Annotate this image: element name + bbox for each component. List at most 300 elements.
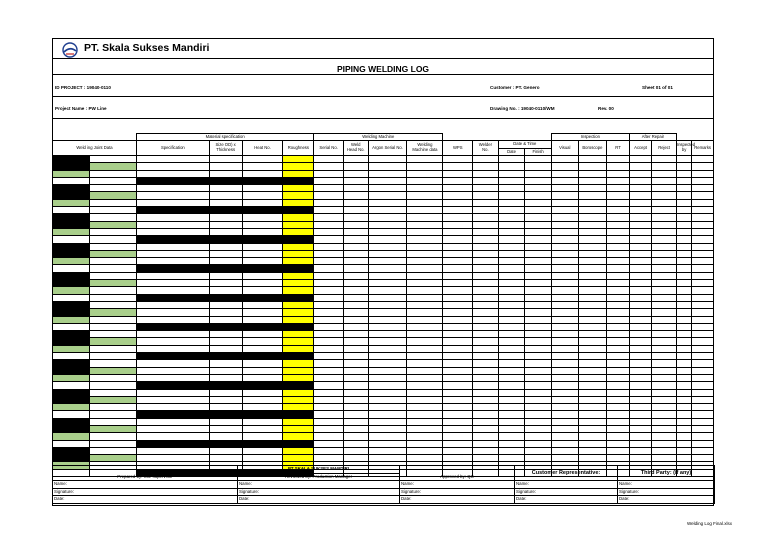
log-cell [407, 323, 443, 330]
log-cell [676, 309, 691, 316]
log-cell [473, 367, 499, 374]
log-cell [242, 272, 283, 279]
signature-field: Signature: [618, 488, 715, 496]
signature-field: Signature: [238, 488, 400, 496]
log-cell [498, 316, 525, 323]
log-cell [629, 163, 652, 170]
log-cell [242, 185, 283, 192]
log-cell [692, 338, 714, 345]
log-cell [629, 258, 652, 265]
log-cell [676, 323, 691, 330]
log-cell [443, 294, 473, 301]
log-cell [551, 353, 578, 360]
log-cell [443, 156, 473, 163]
log-cell [525, 280, 552, 287]
log-cell [89, 440, 136, 447]
log-cell [53, 360, 90, 367]
log-cell [676, 287, 691, 294]
inspected-by-header: Inspected by [676, 141, 691, 156]
log-cell [629, 170, 652, 177]
log-cell [53, 185, 90, 192]
log-cell [343, 192, 368, 199]
log-cell [242, 316, 283, 323]
log-cell [368, 316, 407, 323]
log-cell [283, 309, 314, 316]
log-cell [607, 367, 630, 374]
log-cell [137, 265, 210, 272]
accept-header: Accept [629, 141, 652, 156]
log-cell [498, 250, 525, 257]
log-cell [368, 301, 407, 308]
log-cell [578, 440, 607, 447]
log-cell [137, 440, 210, 447]
log-cell [343, 163, 368, 170]
log-cell [607, 418, 630, 425]
log-cell [607, 316, 630, 323]
log-cell [283, 272, 314, 279]
log-cell [498, 323, 525, 330]
log-cell [368, 404, 407, 411]
log-cell [368, 280, 407, 287]
log-cell [692, 367, 714, 374]
log-cell [343, 177, 368, 184]
log-cell [498, 404, 525, 411]
log-cell [498, 418, 525, 425]
log-cell [368, 367, 407, 374]
log-cell [525, 192, 552, 199]
log-cell [607, 192, 630, 199]
log-cell [407, 309, 443, 316]
log-cell [242, 265, 283, 272]
log-cell [89, 163, 136, 170]
log-cell [578, 455, 607, 462]
log-cell [498, 353, 525, 360]
log-cell [283, 221, 314, 228]
log-cell [652, 411, 677, 418]
log-cell [209, 338, 242, 345]
log-cell [137, 177, 210, 184]
log-cell [498, 228, 525, 235]
log-cell [676, 404, 691, 411]
log-cell [676, 192, 691, 199]
log-cell [652, 156, 677, 163]
log-cell [551, 301, 578, 308]
log-cell [498, 301, 525, 308]
log-cell [242, 243, 283, 250]
log-cell [314, 360, 344, 367]
log-cell [607, 265, 630, 272]
log-cell [137, 294, 210, 301]
log-cell [407, 411, 443, 418]
date-time-header: Date & Time [498, 141, 551, 149]
log-cell [551, 323, 578, 330]
log-cell [551, 228, 578, 235]
log-cell [242, 280, 283, 287]
log-cell [89, 316, 136, 323]
log-cell [407, 367, 443, 374]
log-cell [283, 163, 314, 170]
log-cell [607, 323, 630, 330]
log-cell [314, 258, 344, 265]
log-cell [443, 418, 473, 425]
log-cell [209, 192, 242, 199]
log-cell [283, 360, 314, 367]
log-cell [443, 177, 473, 184]
log-cell [242, 163, 283, 170]
log-cell [443, 287, 473, 294]
log-cell [692, 214, 714, 221]
log-cell [368, 433, 407, 440]
log-cell [314, 280, 344, 287]
log-cell [652, 258, 677, 265]
log-cell [676, 228, 691, 235]
log-cell [578, 185, 607, 192]
log-cell [343, 265, 368, 272]
log-cell [368, 236, 407, 243]
log-cell [443, 207, 473, 214]
log-cell [525, 353, 552, 360]
log-cell [498, 367, 525, 374]
log-cell [473, 214, 499, 221]
log-cell [443, 433, 473, 440]
log-cell [629, 199, 652, 206]
log-cell [89, 338, 136, 345]
log-cell [692, 221, 714, 228]
log-cell [525, 207, 552, 214]
log-cell [314, 228, 344, 235]
log-cell [314, 382, 344, 389]
log-cell [525, 447, 552, 454]
log-row [53, 338, 714, 345]
log-cell [607, 272, 630, 279]
log-cell [368, 382, 407, 389]
log-cell [443, 265, 473, 272]
log-cell [652, 287, 677, 294]
log-cell [209, 411, 242, 418]
log-cell [209, 207, 242, 214]
log-cell [692, 323, 714, 330]
log-cell [89, 309, 136, 316]
log-cell [407, 331, 443, 338]
log-cell [407, 185, 443, 192]
log-cell [89, 382, 136, 389]
log-cell [283, 447, 314, 454]
log-cell [498, 425, 525, 432]
log-cell [242, 338, 283, 345]
log-row [53, 389, 714, 396]
log-cell [53, 455, 90, 462]
log-cell [242, 396, 283, 403]
log-cell [629, 455, 652, 462]
log-cell [652, 272, 677, 279]
log-cell [629, 389, 652, 396]
log-cell [368, 192, 407, 199]
log-cell [578, 170, 607, 177]
log-cell [209, 163, 242, 170]
log-cell [473, 404, 499, 411]
log-cell [652, 323, 677, 330]
log-row [53, 301, 714, 308]
log-cell [692, 309, 714, 316]
log-row [53, 447, 714, 454]
log-cell [314, 389, 344, 396]
log-cell [551, 250, 578, 257]
log-cell [498, 389, 525, 396]
log-cell [607, 345, 630, 352]
log-row [53, 185, 714, 192]
date-field: Date: [515, 496, 618, 504]
log-cell [473, 258, 499, 265]
log-cell [283, 214, 314, 221]
log-cell [498, 214, 525, 221]
log-cell [137, 447, 210, 454]
log-cell [692, 404, 714, 411]
log-cell [607, 185, 630, 192]
log-cell [692, 243, 714, 250]
log-row [53, 404, 714, 411]
log-cell [53, 199, 90, 206]
log-cell [692, 382, 714, 389]
log-cell [676, 353, 691, 360]
log-cell [137, 338, 210, 345]
reviewed-by-label: Reviewed by: Production Manager [238, 473, 400, 481]
log-cell [578, 338, 607, 345]
log-cell [443, 214, 473, 221]
log-cell [607, 287, 630, 294]
log-cell [314, 214, 344, 221]
log-cell [629, 207, 652, 214]
log-cell [578, 404, 607, 411]
log-cell [209, 447, 242, 454]
log-cell [89, 404, 136, 411]
log-cell [473, 287, 499, 294]
log-cell [692, 411, 714, 418]
log-cell [652, 236, 677, 243]
log-row [53, 156, 714, 163]
log-cell [551, 170, 578, 177]
log-cell [368, 287, 407, 294]
log-cell [443, 367, 473, 374]
log-cell [89, 301, 136, 308]
log-cell [443, 309, 473, 316]
log-cell [652, 389, 677, 396]
log-cell [368, 294, 407, 301]
log-cell [692, 177, 714, 184]
log-cell [607, 404, 630, 411]
log-cell [629, 367, 652, 374]
log-cell [473, 425, 499, 432]
log-cell [525, 301, 552, 308]
log-cell [242, 309, 283, 316]
prepared-by-label: Prepared by: Site supervisor [53, 473, 238, 481]
log-cell [314, 440, 344, 447]
log-cell [578, 433, 607, 440]
log-cell [551, 345, 578, 352]
log-cell [652, 433, 677, 440]
log-cell [629, 425, 652, 432]
log-row [53, 425, 714, 432]
log-cell [607, 396, 630, 403]
log-cell [629, 323, 652, 330]
log-row [53, 316, 714, 323]
log-cell [692, 170, 714, 177]
log-row [53, 433, 714, 440]
log-cell [692, 389, 714, 396]
log-cell [137, 309, 210, 316]
log-cell [551, 177, 578, 184]
log-cell [652, 396, 677, 403]
log-cell [692, 396, 714, 403]
log-cell [89, 323, 136, 330]
log-cell [209, 156, 242, 163]
log-cell [368, 374, 407, 381]
log-cell [283, 404, 314, 411]
log-cell [498, 338, 525, 345]
log-cell [652, 367, 677, 374]
log-cell [53, 440, 90, 447]
log-cell [89, 374, 136, 381]
log-cell [629, 440, 652, 447]
log-row [53, 272, 714, 279]
log-cell [89, 250, 136, 257]
log-cell [53, 367, 90, 374]
log-cell [473, 207, 499, 214]
log-cell [676, 294, 691, 301]
log-cell [209, 294, 242, 301]
log-cell [283, 301, 314, 308]
log-cell [525, 221, 552, 228]
log-row [53, 455, 714, 462]
log-cell [578, 294, 607, 301]
log-cell [498, 177, 525, 184]
log-cell [629, 272, 652, 279]
log-cell [629, 280, 652, 287]
log-cell [629, 418, 652, 425]
log-cell [283, 382, 314, 389]
log-cell [209, 199, 242, 206]
log-cell [283, 199, 314, 206]
log-cell [629, 382, 652, 389]
log-cell [551, 258, 578, 265]
log-cell [498, 221, 525, 228]
log-cell [407, 433, 443, 440]
log-cell [314, 433, 344, 440]
log-cell [53, 433, 90, 440]
log-cell [676, 199, 691, 206]
name-field: Name: [53, 481, 238, 489]
log-cell [407, 177, 443, 184]
log-cell [652, 192, 677, 199]
log-cell [551, 411, 578, 418]
log-cell [53, 447, 90, 454]
log-cell [209, 258, 242, 265]
log-row [53, 411, 714, 418]
log-cell [676, 170, 691, 177]
log-cell [407, 250, 443, 257]
log-cell [137, 272, 210, 279]
log-cell [578, 331, 607, 338]
log-cell [652, 447, 677, 454]
log-cell [551, 418, 578, 425]
log-cell [53, 425, 90, 432]
log-cell [607, 331, 630, 338]
log-cell [209, 214, 242, 221]
log-cell [242, 433, 283, 440]
log-cell [368, 221, 407, 228]
log-cell [343, 396, 368, 403]
log-cell [89, 272, 136, 279]
log-cell [283, 345, 314, 352]
log-cell [652, 316, 677, 323]
customer: Customer : PT. Genero [490, 85, 540, 90]
log-cell [676, 374, 691, 381]
remarks-header: Remarks [692, 141, 714, 156]
log-cell [692, 345, 714, 352]
log-cell [137, 433, 210, 440]
log-cell [283, 265, 314, 272]
log-cell [443, 228, 473, 235]
log-cell [652, 440, 677, 447]
log-cell [676, 265, 691, 272]
log-cell [53, 411, 90, 418]
log-cell [629, 156, 652, 163]
log-cell [89, 345, 136, 352]
third-party-label: Third Party: (if any) [618, 466, 715, 481]
log-cell [368, 243, 407, 250]
log-cell [498, 236, 525, 243]
log-cell [525, 360, 552, 367]
log-cell [314, 177, 344, 184]
log-cell [343, 243, 368, 250]
log-cell [443, 185, 473, 192]
log-cell [53, 294, 90, 301]
log-cell [473, 396, 499, 403]
log-cell [578, 301, 607, 308]
name-field: Name: [238, 481, 400, 489]
log-cell [498, 396, 525, 403]
log-cell [498, 345, 525, 352]
log-cell [242, 353, 283, 360]
log-row [53, 214, 714, 221]
log-cell [473, 265, 499, 272]
log-cell [137, 374, 210, 381]
log-cell [242, 425, 283, 432]
log-cell [676, 163, 691, 170]
log-cell [578, 287, 607, 294]
log-cell [89, 411, 136, 418]
log-cell [473, 192, 499, 199]
log-cell [629, 360, 652, 367]
log-cell [209, 316, 242, 323]
log-cell [578, 156, 607, 163]
log-cell [407, 396, 443, 403]
log-cell [473, 280, 499, 287]
log-cell [242, 228, 283, 235]
log-cell [343, 345, 368, 352]
log-cell [137, 199, 210, 206]
log-cell [209, 433, 242, 440]
log-cell [137, 214, 210, 221]
file-name: Welding Log Final.xlsx [687, 521, 732, 526]
log-cell [578, 250, 607, 257]
log-cell [652, 250, 677, 257]
log-cell [607, 338, 630, 345]
log-cell [498, 207, 525, 214]
log-cell [209, 382, 242, 389]
log-cell [551, 214, 578, 221]
log-cell [498, 185, 525, 192]
log-cell [407, 360, 443, 367]
